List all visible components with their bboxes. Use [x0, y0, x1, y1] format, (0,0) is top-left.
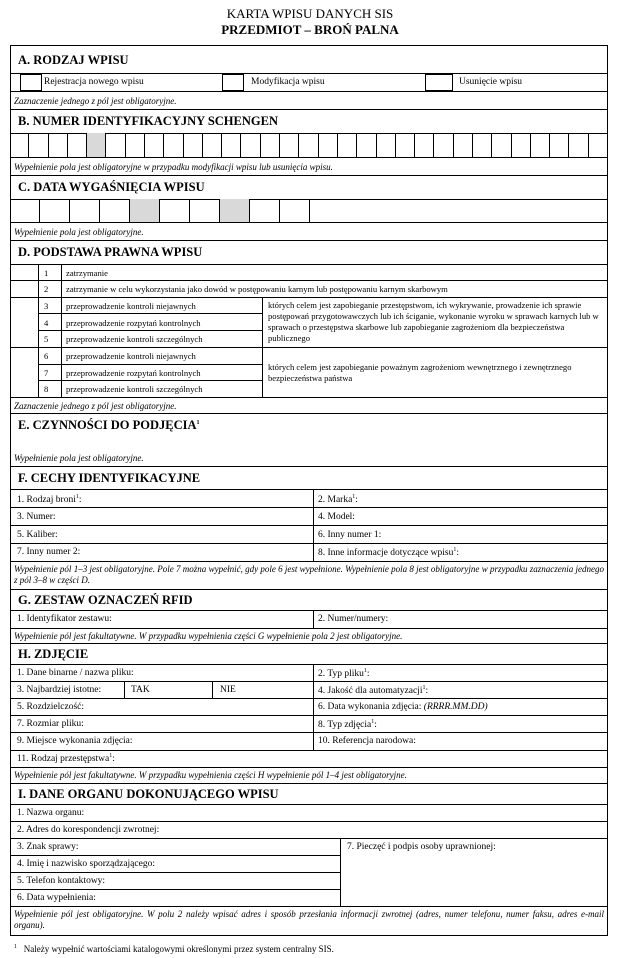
checkbox-new-entry[interactable] [20, 74, 42, 91]
date-char-cell[interactable] [280, 199, 310, 222]
form-title: KARTA WPISU DANYCH SIS [226, 6, 394, 21]
number-field[interactable]: 3. Numer: [17, 512, 56, 522]
photo-date-field[interactable] [318, 702, 604, 715]
section-h-note: Wypełnienie pól jest fakultatywne. W przypadku wypełnienia części H wypełnienie pól 1–4 jest obligatoryjne. [14, 770, 407, 780]
schengen-char-cell[interactable] [49, 133, 68, 157]
schengen-char-cell[interactable] [241, 133, 260, 157]
section-a-note: Zaznaczenie jednego z pól jest obligatoryjne. [14, 96, 177, 106]
section-e-title-text: E. CZYNNOŚCI DO PODJĘCIA [18, 418, 197, 432]
divider [10, 280, 608, 281]
divider [38, 313, 262, 314]
divider [10, 628, 608, 629]
divider [10, 561, 608, 562]
section-f-title: F. CECHY IDENTYFIKACYJNE [18, 471, 201, 485]
date-format-hint: (RRRR.MM.DD) [423, 702, 488, 712]
section-d-note: Zaznaczenie jednego z pól jest obligatoryjne. [14, 401, 177, 411]
row-number: 6 [44, 351, 49, 361]
footnote-number: 1 [14, 944, 17, 950]
footnote-text: Należy wypełnić wartościami katalogowymi określonymi przez system centralny SIS. [23, 944, 334, 954]
fill-date-field[interactable]: 6. Data wypełnienia: [17, 893, 96, 903]
divider [38, 330, 262, 331]
national-reference-field[interactable]: 10. Referencja narodowa: [318, 736, 416, 746]
most-relevant-label: 3. Najbardziej istotne: [17, 685, 102, 695]
divider [313, 664, 314, 750]
rfid-set-id-field[interactable]: 1. Identyfikator zestawu: [17, 614, 112, 624]
row-number: 1 [44, 268, 49, 278]
divider [10, 347, 608, 348]
legal-basis-specific-check-2: przeprowadzenie kontroli szczególnych [66, 384, 203, 394]
footnote-ref: 1 [109, 753, 113, 759]
divider [10, 175, 608, 176]
option-modify-entry: Modyfikacja wpisu [251, 77, 325, 87]
section-i-note: Wypełnienie pól jest obligatoryjne. W polu 2 należy wpisać adres i sposób przesłania informacji zwrotnej (adres, numer telefonu, numer faksu, adres e-mail organu). [14, 909, 604, 930]
schengen-char-cell[interactable] [203, 133, 222, 157]
authority-name-field[interactable]: 1. Nazwa organu: [17, 808, 85, 818]
section-d-title: D. PODSTAWA PRAWNA WPISU [18, 245, 203, 259]
file-size-field[interactable]: 7. Rozmiar pliku: [17, 719, 84, 729]
divider [10, 732, 608, 733]
expiry-date-input[interactable] [10, 199, 608, 222]
row-number: 3 [44, 301, 49, 311]
return-address-field[interactable]: 2. Adres do korespondencji zwrotnej: [17, 825, 160, 835]
date-char-cell[interactable] [220, 199, 250, 222]
other-number-1-field[interactable]: 6. Inny numer 1: [318, 530, 382, 540]
date-char-cell[interactable] [40, 199, 70, 222]
other-number-2-field[interactable]: 7. Inny numer 2: [17, 547, 81, 557]
divider [10, 838, 608, 839]
divider [10, 157, 608, 158]
schengen-char-cell[interactable] [145, 133, 164, 157]
file-type-label: 2. Typ pliku [318, 669, 364, 680]
divider [10, 872, 340, 873]
legal-basis-covert-check-2: przeprowadzenie kontroli niejawnych [66, 351, 196, 361]
divider [10, 855, 340, 856]
form-frame [10, 45, 608, 936]
row-number: 5 [44, 334, 49, 344]
divider [340, 838, 341, 906]
divider [10, 589, 608, 590]
schengen-char-cell[interactable] [415, 133, 434, 157]
schengen-char-cell[interactable] [126, 133, 145, 157]
divider [10, 297, 608, 298]
schengen-char-cell[interactable] [184, 133, 203, 157]
photo-date-label: 6. Data wykonania zdjęcia: [318, 702, 422, 712]
date-char-cell[interactable] [160, 199, 190, 222]
schengen-char-cell[interactable] [319, 133, 338, 157]
legal-basis-seizure: zatrzymanie [66, 268, 108, 278]
case-reference-field[interactable]: 3. Znak sprawy: [17, 842, 79, 852]
divider [10, 489, 608, 490]
schengen-char-cell[interactable] [492, 133, 511, 157]
form-subtitle: PRZEDMIOT – BROŃ PALNA [221, 22, 399, 37]
schengen-char-cell[interactable] [299, 133, 318, 157]
section-f-note: Wypełnienie pól 1–3 jest obligatoryjne. Pole 7 można wypełnić, gdy pole 6 jest wypełnione. Wypełnienie pola 8 jest obligatoryjne w przypadku zaznaczenia jednego z pól 3–8 w części D. [14, 564, 604, 585]
schengen-char-cell[interactable] [377, 133, 396, 157]
schengen-char-cell[interactable] [222, 133, 241, 157]
section-i-title: I. DANE ORGANU DOKONUJĄCEGO WPISU [18, 787, 279, 801]
schengen-number-input[interactable] [10, 133, 608, 157]
stamp-signature-field[interactable]: 7. Pieczęć i podpis osoby uprawnionej: [347, 842, 496, 852]
caliber-field[interactable]: 5. Kaliber: [17, 530, 58, 540]
actions-input[interactable] [10, 437, 608, 451]
schengen-char-cell[interactable] [434, 133, 453, 157]
footnote-ref: 1 [75, 494, 79, 500]
divider [10, 750, 608, 751]
divider [38, 364, 262, 365]
legal-basis-description-2: których celem jest zapobieganie poważnym zagrożeniom wewnętrznego i zewnętrznego bezpieczeństwa państwa [268, 362, 572, 383]
legal-basis-inquiry-check-1: przeprowadzenie rozpytań kontrolnych [66, 318, 201, 328]
most-relevant-no-option[interactable]: NIE [220, 685, 236, 695]
schengen-char-cell[interactable] [454, 133, 473, 157]
divider [10, 397, 608, 398]
offence-type-field[interactable]: 11. Rodzaj przestępstwa$^1$: [17, 753, 115, 765]
legal-basis-covert-check-1: przeprowadzenie kontroli niejawnych [66, 301, 196, 311]
date-char-cell[interactable] [250, 199, 280, 222]
schengen-char-cell[interactable] [338, 133, 357, 157]
legal-basis-evidence: zatrzymanie w celu wykorzystania jako dowód w postępowaniu karnym lub postępowaniu karnym skarbowym [66, 284, 448, 294]
date-char-cell[interactable] [100, 199, 130, 222]
resolution-field[interactable]: 5. Rozdzielczość: [17, 702, 85, 712]
section-c-note: Wypełnienie pola jest obligatoryjne. [14, 227, 144, 237]
footnote-ref: 1 [352, 494, 356, 500]
divider [10, 906, 608, 907]
section-g-title: G. ZESTAW OZNACZEŃ RFID [18, 593, 193, 607]
divider [10, 507, 608, 508]
schengen-char-cell[interactable] [531, 133, 550, 157]
brand-label: 2. Marka [318, 495, 353, 506]
divider [313, 610, 314, 628]
divider [10, 664, 608, 665]
photo-type-field[interactable]: 8. Typ zdjęcia$^1$: [318, 719, 377, 731]
divider [10, 767, 608, 768]
date-char-cell[interactable] [70, 199, 100, 222]
legal-basis-description-1: których celem jest zapobieganie przestępstwom, ich wykrywanie, prowadzenie ich sprawie postępowań przygotowawczych lub ich ściganie, wykonanie wyroku w sprawach karnych lub w sprawach o przestępstwa skarbowe lub zapobieganie zagrożeniom dla bezpieczeństwa publicznego [268, 300, 599, 343]
divider [10, 264, 608, 265]
schengen-char-cell[interactable] [87, 133, 106, 157]
legal-basis-checkbox-column[interactable] [10, 264, 38, 397]
schengen-char-cell[interactable] [68, 133, 87, 157]
divider [10, 91, 608, 92]
other-info-field[interactable]: 8. Inne informacje dotyczące wpisu$^1$: [318, 547, 459, 559]
automation-quality-field[interactable]: 4. Jakość dla automatyzacji$^1$: [318, 685, 429, 697]
schengen-char-cell[interactable] [512, 133, 531, 157]
divider [10, 643, 608, 644]
divider [10, 73, 608, 74]
schengen-char-cell[interactable] [29, 133, 48, 157]
divider [10, 109, 608, 110]
photo-place-field[interactable]: 9. Miejsce wykonania zdjęcia: [17, 736, 133, 746]
section-c-title: C. DATA WYGAŚNIĘCIA WPISU [18, 180, 205, 194]
divider [10, 466, 608, 467]
date-char-cell[interactable] [10, 199, 40, 222]
divider [10, 222, 608, 223]
divider [10, 525, 608, 526]
section-g-note: Wypełnienie pól jest fakultatywne. W przypadku wypełnienia części G wypełnienie pola 2 jest obligatoryjne. [14, 631, 403, 641]
weapon-type-label: 1. Rodzaj broni [17, 495, 76, 506]
footnote-ref: 1 [453, 547, 457, 553]
divider [10, 413, 608, 414]
preparer-name-field[interactable]: 4. Imię i nazwisko sporządzającego: [17, 859, 155, 869]
most-relevant-yes-option[interactable]: TAK [131, 685, 150, 695]
photo-file-field[interactable]: 1. Dane binarne / nazwa pliku: [17, 668, 134, 678]
divider [10, 821, 608, 822]
photo-type-label: 8. Typ zdjęcia [318, 720, 372, 731]
footnote-ref: 1 [371, 719, 375, 725]
schengen-char-cell[interactable] [106, 133, 125, 157]
rfid-numbers-field[interactable]: 2. Numer/numery: [318, 614, 389, 624]
section-a-title: A. RODZAJ WPISU [18, 53, 129, 67]
schengen-char-cell[interactable] [280, 133, 299, 157]
automation-quality-label: 4. Jakość dla automatyzacji [318, 686, 423, 697]
date-char-cell[interactable] [190, 199, 220, 222]
section-e-title [18, 418, 200, 433]
footnote [14, 944, 334, 954]
weapon-type-field[interactable]: 1. Rodzaj broni$^1$: [17, 494, 82, 506]
checkbox-modify-entry[interactable] [222, 74, 244, 91]
model-field[interactable]: 4. Model: [318, 512, 355, 522]
divider [10, 889, 340, 890]
row-number: 8 [44, 384, 49, 394]
section-h-title: H. ZDJĘCIE [18, 647, 89, 661]
schengen-char-cell[interactable] [10, 133, 29, 157]
section-e-note: Wypełnienie pola jest obligatoryjne. [14, 453, 144, 463]
checkbox-delete-entry[interactable] [425, 74, 453, 91]
file-type-field[interactable]: 2. Typ pliku$^1$: [318, 668, 370, 680]
row-number: 2 [44, 284, 49, 294]
legal-basis-inquiry-check-2: przeprowadzenie rozpytań kontrolnych [66, 368, 201, 378]
section-b-note: Wypełnienie pola jest obligatoryjne w przypadku modyfikacji wpisu lub usunięcia wpisu. [14, 162, 333, 172]
footnote-ref: 1 [422, 685, 426, 691]
divider [38, 380, 262, 381]
divider [10, 543, 608, 544]
schengen-char-cell[interactable] [396, 133, 415, 157]
option-delete-entry: Usunięcie wpisu [459, 77, 523, 87]
divider [124, 681, 125, 698]
divider [10, 681, 608, 682]
divider [212, 681, 213, 698]
schengen-char-cell[interactable] [261, 133, 280, 157]
schengen-char-cell[interactable] [589, 133, 608, 157]
divider [10, 610, 608, 611]
other-info-label: 8. Inne informacje dotyczące wpisu [318, 548, 454, 559]
brand-field[interactable]: 2. Marka$^1$: [318, 494, 358, 506]
divider [10, 804, 608, 805]
schengen-char-cell[interactable] [550, 133, 569, 157]
footnote-ref: 1 [196, 419, 200, 426]
divider [10, 715, 608, 716]
schengen-char-cell[interactable] [357, 133, 376, 157]
schengen-char-cell[interactable] [569, 133, 588, 157]
divider [10, 698, 608, 699]
schengen-char-cell[interactable] [473, 133, 492, 157]
section-b-title: B. NUMER IDENTYFIKACYJNY SCHENGEN [18, 114, 278, 128]
divider [10, 240, 608, 241]
row-number: 4 [44, 318, 49, 328]
divider [10, 783, 608, 784]
legal-basis-specific-check-1: przeprowadzenie kontroli szczególnych [66, 334, 203, 344]
date-char-cell[interactable] [130, 199, 160, 222]
offence-type-label: 11. Rodzaj przestępstwa [17, 754, 110, 765]
schengen-char-cell[interactable] [164, 133, 183, 157]
row-number: 7 [44, 368, 49, 378]
footnote-ref: 1 [363, 668, 367, 674]
option-new-entry: Rejestracja nowego wpisu [44, 77, 144, 87]
contact-phone-field[interactable]: 5. Telefon kontaktowy: [17, 876, 106, 886]
